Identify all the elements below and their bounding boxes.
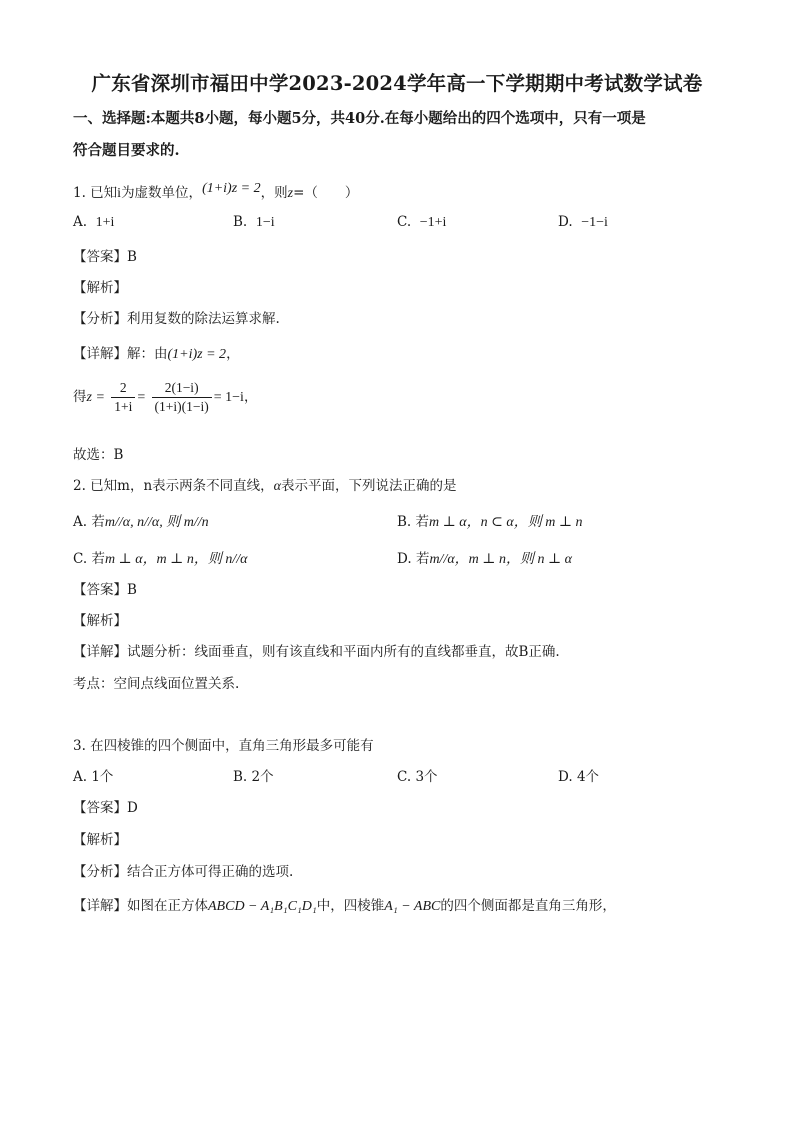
- q2-answer: 【答案】B: [73, 582, 137, 598]
- q1-option-c: C. −1+i: [397, 214, 447, 230]
- q3-answer: 【答案】D: [73, 800, 138, 816]
- exam-title: 广东省深圳市福田中学2023-2024学年高一下学期期中考试数学试卷: [91, 72, 703, 95]
- q1-i: i: [117, 186, 122, 201]
- fraction-conjugate: $\frac{2(1-i)}{(1+i)(1-i)}$: [152, 380, 212, 415]
- q1-mid: 为虚数单位，: [121, 185, 203, 201]
- q1-derivation: 得z = $\frac{2}{1+i}$ = $\frac{2(1-i)}{(1+i)(1-i)}$ = 1−i，: [73, 380, 258, 414]
- q2-option-b: B. 若m ⊥ α，n ⊂ α，则 m ⊥ n: [397, 514, 583, 530]
- q1-option-a: A. 1+i: [73, 214, 115, 230]
- q2-option-a: A. 若m//α, n//α, 则 m//n: [73, 514, 209, 530]
- alpha-symbol: α: [273, 479, 282, 494]
- question-2-stem: 2. 已知m，n表示两条不同直线，α表示平面，下列说法正确的是: [73, 478, 457, 494]
- q1-option-d: D. −1−i: [558, 214, 608, 230]
- q2-option-d: D. 若m//α，m ⊥ n，则 n ⊥ α: [397, 551, 572, 567]
- q2-detail: 【详解】试题分析：线面垂直，则有该直线和平面内所有的直线都垂直，故B正确.: [73, 644, 560, 660]
- section-instructions-line1: 一、选择题:本题共8小题，每小题5分，共40分.在每小题给出的四个选项中，只有一项是: [73, 110, 646, 127]
- q3-fenxi: 【分析】结合正方体可得正确的选项.: [73, 864, 294, 880]
- fraction-2-over-1-plus-i: $\frac{2}{1+i}$: [111, 380, 135, 415]
- q1-tail: =（ ）: [293, 185, 359, 201]
- q1-choose: 故选：B: [73, 447, 124, 463]
- q1-detail: 【详解】解：由(1+i)z = 2，: [73, 346, 240, 362]
- q3-detail: 【详解】如图在正方体ABCD − A₁B₁C₁D₁中，四棱锥A₁ − ABC的四个侧面都是直角三角形，: [73, 898, 616, 914]
- q1-fenxi: 【分析】利用复数的除法运算求解.: [73, 311, 280, 327]
- q1-prefix: 1. 已知: [73, 185, 118, 201]
- section-instructions-line2: 符合题目要求的.: [73, 142, 180, 159]
- q1-z: z: [287, 186, 294, 201]
- q1-detail-equation: (1+i)z = 2: [167, 347, 227, 362]
- q3-option-c: C. 3个: [397, 769, 438, 785]
- q1-option-b: B. 1−i: [233, 214, 275, 230]
- q3-analysis-heading: 【解析】: [73, 832, 127, 848]
- q2-analysis-heading: 【解析】: [73, 613, 127, 629]
- q1-then: ，则: [260, 185, 288, 201]
- q1-answer: 【答案】B: [73, 249, 137, 265]
- pyramid-name: A₁ − ABC: [384, 899, 441, 914]
- q2-kaodian: 考点：空间点线面位置关系.: [73, 676, 240, 692]
- q3-option-d: D. 4个: [558, 769, 600, 785]
- q3-option-b: B. 2个: [233, 769, 274, 785]
- q1-analysis-heading: 【解析】: [73, 280, 127, 296]
- q2-option-c: C. 若m ⊥ α，m ⊥ n，则 n//α: [73, 551, 248, 567]
- q3-option-a: A. 1个: [73, 769, 114, 785]
- question-1-stem: [73, 181, 358, 202]
- question-3-stem: 3. 在四棱锥的四个侧面中，直角三角形最多可能有: [73, 738, 374, 754]
- q1-equation: (1+i)z = 2: [202, 181, 261, 196]
- cube-name: ABCD − A₁B₁C₁D₁: [208, 899, 317, 914]
